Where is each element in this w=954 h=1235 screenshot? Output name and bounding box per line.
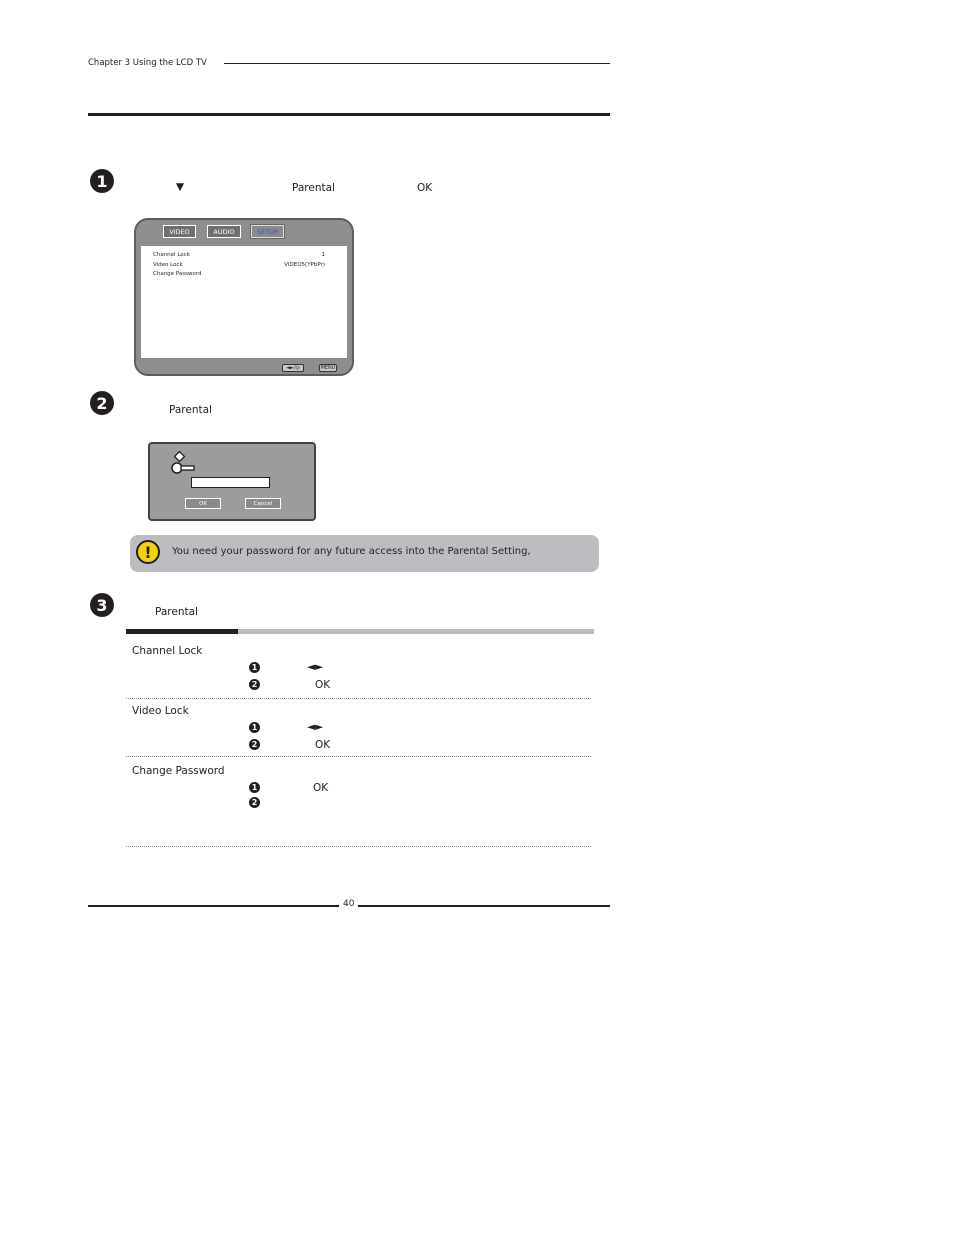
step-2-parental: Parental: [169, 404, 212, 416]
header-rule: [224, 63, 610, 64]
sub-step-text: OK: [315, 739, 331, 751]
sub-step-badge: 1: [249, 662, 260, 673]
tab-video[interactable]: VIDEO: [163, 225, 196, 238]
tab-audio[interactable]: AUDIO: [207, 225, 241, 238]
cancel-button[interactable]: Cancel: [245, 498, 281, 509]
osd-row-value: 1: [321, 252, 325, 258]
row-divider: [126, 846, 591, 847]
row-divider: [126, 756, 591, 757]
step-3-badge: 3: [90, 593, 114, 617]
sub-step-badge: 1: [249, 722, 260, 733]
page-number: 40: [343, 899, 355, 909]
menu-button-hint: MENU: [320, 365, 336, 371]
osd-panel: [141, 246, 347, 358]
ok-button[interactable]: OK: [185, 498, 221, 509]
navigate-select-hint: ◄►/◎: [282, 364, 304, 372]
table-row-title: Change Password: [132, 765, 225, 777]
row-divider: [126, 698, 591, 699]
note-text: You need your password for any future access into the Parental Setting,: [172, 546, 531, 557]
section-rule: [88, 113, 610, 116]
footer-rule-left: [88, 905, 339, 907]
warning-icon: !: [136, 540, 160, 564]
tv-osd-menu: [134, 218, 354, 376]
down-arrow-icon: ▼: [176, 181, 185, 193]
chapter-header: Chapter 3 Using the LCD TV: [88, 58, 207, 68]
osd-row-label[interactable]: Change Password: [153, 271, 202, 277]
left-right-arrows-icon: ◄►: [307, 721, 324, 733]
tab-setup[interactable]: SETUP: [251, 225, 284, 238]
password-dialog: [148, 442, 316, 521]
table-bar-dark: [126, 629, 238, 634]
osd-row-label[interactable]: Video Lock: [153, 262, 183, 268]
osd-row-label[interactable]: Channel Lock: [153, 252, 190, 258]
password-input[interactable]: [191, 477, 270, 488]
footer-rule-right: [358, 905, 610, 907]
left-right-arrows-icon: ◄►: [307, 661, 324, 673]
key-icon: [170, 451, 196, 475]
step-2-badge: 2: [90, 391, 114, 415]
sub-step-text: OK: [313, 782, 329, 794]
step-1-ok: OK: [417, 182, 433, 194]
sub-step-badge: 2: [249, 797, 260, 808]
step-1-badge: 1: [90, 169, 114, 193]
table-row-title: Channel Lock: [132, 645, 203, 657]
table-row-title: Video Lock: [132, 705, 189, 717]
table-bar-light: [238, 629, 594, 634]
note-box: [130, 535, 599, 572]
step-1-parental: Parental: [292, 182, 335, 194]
osd-row-value: VIDEO5(YPbPr): [284, 262, 325, 268]
sub-step-badge: 2: [249, 739, 260, 750]
sub-step-badge: 2: [249, 679, 260, 690]
step-3-parental: Parental: [155, 606, 198, 618]
sub-step-badge: 1: [249, 782, 260, 793]
sub-step-text: OK: [315, 679, 331, 691]
